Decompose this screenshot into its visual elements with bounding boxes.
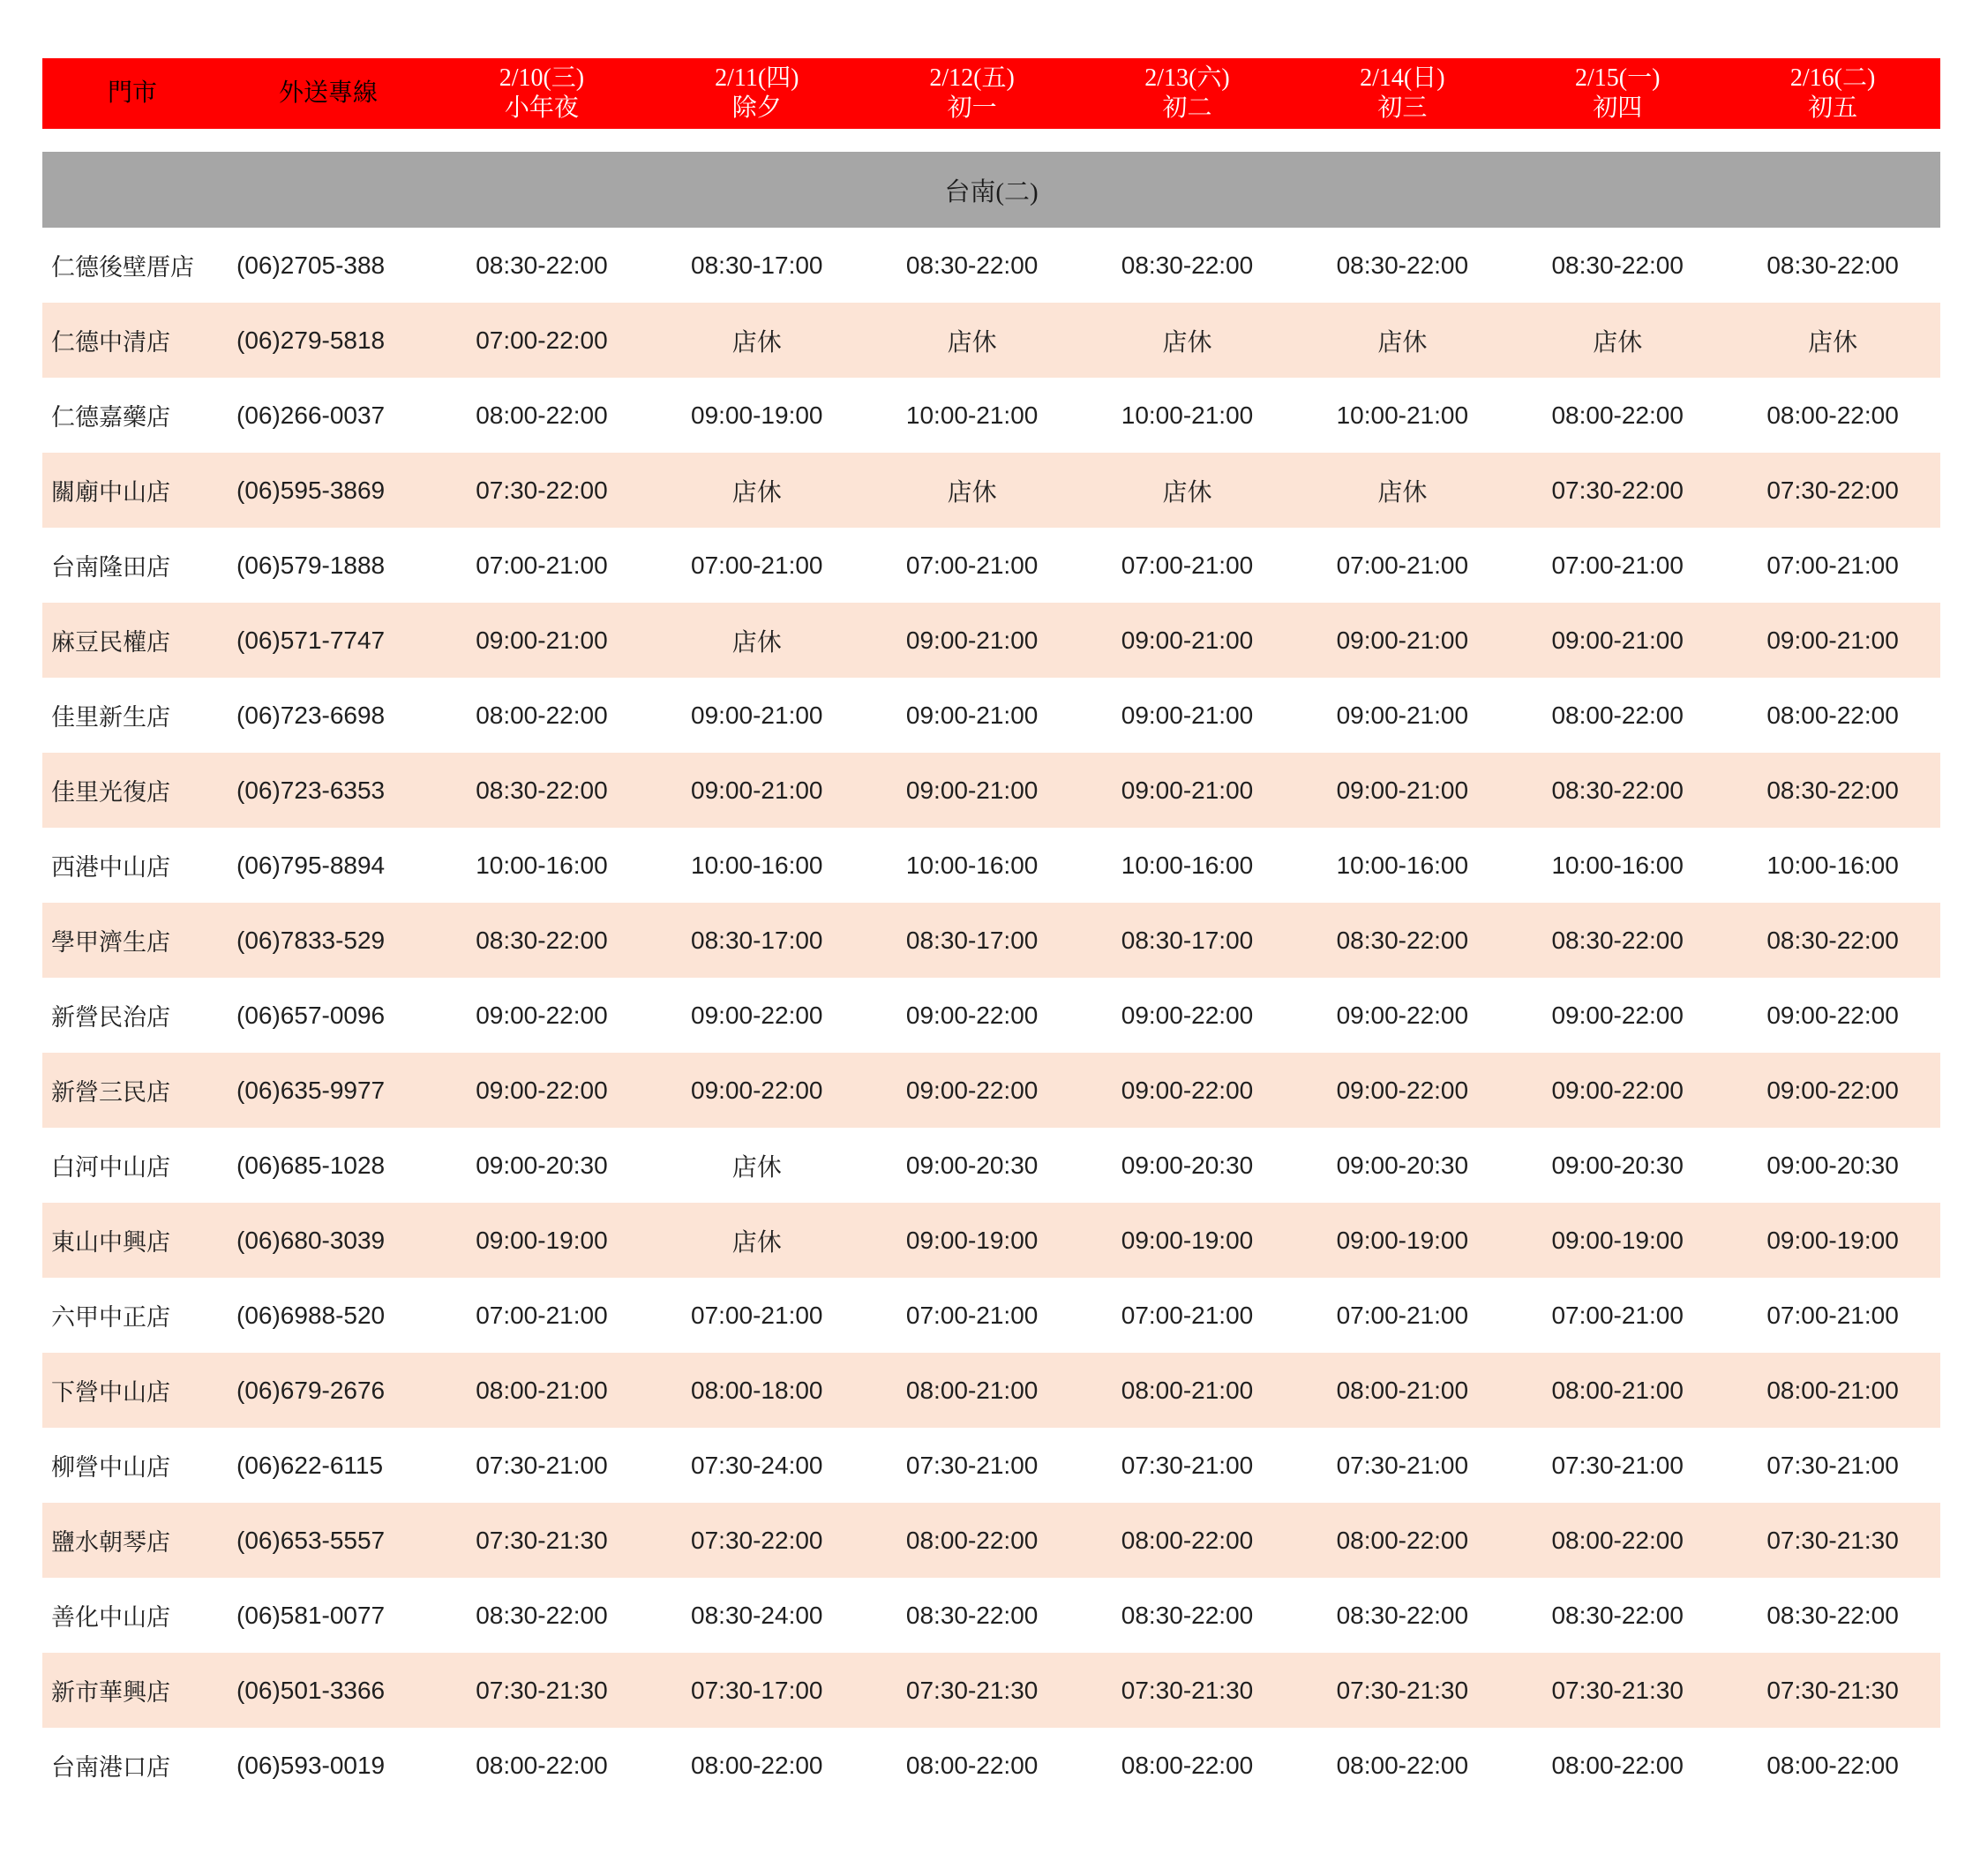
hours-cell-day-5: 08:30-22:00 [1551,251,1684,279]
hours-cell-day-6: 08:00-22:00 [1766,1751,1899,1779]
store-name-cell: 佳里新生店 [51,704,170,731]
hours-cell-day-5: 店休 [1593,327,1643,356]
hours-cell-day-1: 08:30-24:00 [691,1601,823,1629]
phone-cell: (06)622-6115 [236,1451,384,1479]
phone-cell: (06)723-6698 [236,701,386,729]
hours-cell-day-1: 07:00-21:00 [691,551,823,579]
hours-cell-day-4: 09:00-21:00 [1336,776,1469,804]
phone-cell: (06)7833-529 [236,926,386,954]
hours-cell-day-1: 09:00-22:00 [691,1076,823,1104]
store-name-cell: 六甲中正店 [51,1304,170,1331]
hours-cell-day-0: 07:30-21:00 [476,1451,608,1479]
hours-cell-day-5: 10:00-16:00 [1551,851,1684,879]
header-label: 外送專線 [278,79,378,107]
hours-cell-day-2: 07:00-21:00 [905,551,1039,579]
hours-cell-day-3: 08:00-22:00 [1121,1751,1254,1779]
table-row [42,378,1940,453]
header-label: 門市 [107,79,157,107]
phone-cell: (06)279-5818 [236,326,386,354]
hours-cell-day-1: 店休 [731,327,782,356]
header-sublabel: 初四 [1593,94,1643,122]
phone-cell: (06)593-0019 [236,1751,386,1779]
hours-cell-day-0: 09:00-19:00 [476,1226,608,1254]
hours-cell-day-4: 09:00-21:00 [1336,701,1469,729]
header-label: 2/13(六) [1144,64,1230,92]
store-name-cell: 關廟中山店 [51,479,170,506]
hours-cell-day-3: 07:00-21:00 [1121,551,1254,579]
hours-cell-day-6: 08:30-22:00 [1766,1601,1899,1629]
hours-cell-day-2: 07:30-21:30 [905,1676,1039,1704]
hours-cell-day-6: 08:00-22:00 [1766,701,1899,729]
hours-cell-day-1: 07:30-24:00 [691,1451,823,1479]
header-sublabel: 除夕 [731,94,782,122]
store-name-cell: 善化中山店 [51,1604,170,1631]
hours-cell-day-4: 08:30-22:00 [1336,1601,1469,1629]
hours-cell-day-0: 07:30-21:30 [476,1526,608,1554]
section-band [42,152,1940,228]
table-row [42,528,1940,603]
table-row [42,903,1940,978]
hours-cell-day-2: 09:00-21:00 [905,626,1039,654]
store-name-cell: 西港中山店 [51,854,170,881]
hours-cell-day-6: 07:30-21:30 [1766,1526,1899,1554]
hours-cell-day-3: 08:00-21:00 [1121,1376,1254,1404]
hours-cell-day-1: 09:00-22:00 [691,1001,823,1029]
hours-cell-day-4: 08:00-21:00 [1336,1376,1469,1404]
hours-cell-day-4: 店休 [1377,327,1428,356]
hours-cell-day-5: 08:00-21:00 [1551,1376,1684,1404]
hours-cell-day-4: 09:00-22:00 [1336,1076,1469,1104]
store-name-cell: 新市華興店 [51,1679,170,1706]
hours-cell-day-2: 店休 [947,327,997,356]
hours-cell-day-1: 10:00-16:00 [691,851,823,879]
table-row [42,1503,1940,1578]
phone-cell: (06)635-9977 [236,1076,386,1104]
hours-cell-day-1: 09:00-19:00 [691,401,823,429]
hours-cell-day-4: 07:00-21:00 [1336,1301,1469,1329]
store-name-cell: 佳里光復店 [51,779,170,806]
hours-cell-day-5: 07:00-21:00 [1551,1301,1684,1329]
phone-cell: (06)657-0096 [236,1001,386,1029]
hours-cell-day-3: 08:30-17:00 [1121,926,1254,954]
table-row [42,1128,1940,1203]
table-row [42,1203,1940,1278]
hours-cell-day-3: 07:00-21:00 [1121,1301,1254,1329]
hours-cell-day-5: 08:30-22:00 [1551,926,1684,954]
hours-cell-day-6: 09:00-20:30 [1766,1151,1899,1179]
hours-cell-day-4: 10:00-16:00 [1336,851,1469,879]
store-name-cell: 柳營中山店 [51,1454,170,1481]
hours-cell-day-2: 08:30-17:00 [905,926,1039,954]
section-label: 台南(二) [944,177,1039,206]
hours-cell-day-2: 09:00-19:00 [905,1226,1039,1254]
hours-cell-day-0: 10:00-16:00 [476,851,608,879]
header-sublabel: 初一 [947,94,997,122]
hours-cell-day-3: 店休 [1162,327,1212,356]
store-name-cell: 白河中山店 [51,1154,170,1181]
table-row [42,453,1940,528]
store-name-cell: 麻豆民權店 [51,629,170,656]
hours-cell-day-0: 07:00-22:00 [476,326,608,354]
hours-cell-day-6: 09:00-19:00 [1766,1226,1899,1254]
phone-cell: (06)6988-520 [236,1301,386,1329]
store-name-cell: 仁德中清店 [51,329,170,356]
hours-cell-day-5: 09:00-22:00 [1551,1076,1684,1104]
hours-cell-day-0: 08:30-22:00 [476,251,608,279]
hours-cell-day-5: 08:00-22:00 [1551,701,1684,729]
phone-cell: (06)501-3366 [236,1676,386,1704]
hours-cell-day-6: 07:30-22:00 [1766,476,1899,504]
hours-cell-day-4: 店休 [1377,477,1428,506]
phone-cell: (06)795-8894 [236,851,386,879]
table-row [42,753,1940,828]
hours-cell-day-1: 09:00-21:00 [691,701,823,729]
hours-cell-day-3: 09:00-21:00 [1121,701,1254,729]
hours-cell-day-1: 09:00-21:00 [691,776,823,804]
hours-cell-day-3: 09:00-22:00 [1121,1076,1254,1104]
hours-cell-day-4: 08:00-22:00 [1336,1751,1469,1779]
hours-cell-day-6: 08:00-21:00 [1766,1376,1899,1404]
hours-cell-day-2: 10:00-16:00 [905,851,1039,879]
phone-cell: (06)266-0037 [236,401,386,429]
hours-cell-day-4: 07:30-21:00 [1336,1451,1469,1479]
header-label: 2/14(日) [1360,64,1445,92]
hours-cell-day-6: 08:00-22:00 [1766,401,1899,429]
phone-cell: (06)679-2676 [236,1376,386,1404]
header-label: 2/12(五) [929,64,1015,92]
hours-cell-day-6: 09:00-22:00 [1766,1076,1899,1104]
hours-cell-day-0: 08:00-22:00 [476,1751,608,1779]
table-row [42,678,1940,753]
table-row [42,1053,1940,1128]
hours-cell-day-6: 07:00-21:00 [1766,1301,1899,1329]
table-row [42,1653,1940,1728]
table-row [42,1428,1940,1503]
hours-cell-day-3: 07:30-21:00 [1121,1451,1254,1479]
table-row [42,978,1940,1053]
phone-cell: (06)2705-388 [236,251,386,279]
hours-cell-day-5: 08:00-22:00 [1551,1751,1684,1779]
hours-cell-day-2: 店休 [947,477,997,506]
hours-cell-day-5: 07:30-21:30 [1551,1676,1684,1704]
hours-cell-day-2: 08:00-22:00 [905,1526,1039,1554]
table-body [42,228,1940,1803]
hours-cell-day-6: 09:00-22:00 [1766,1001,1899,1029]
store-name-cell: 新營三民店 [51,1079,170,1106]
header-label: 2/10(三) [499,64,585,92]
store-name-cell: 下營中山店 [51,1379,170,1406]
hours-cell-day-4: 09:00-19:00 [1336,1226,1469,1254]
hours-cell-day-1: 店休 [731,1152,782,1181]
hours-cell-day-2: 09:00-21:00 [905,776,1039,804]
hours-cell-day-2: 08:30-22:00 [905,251,1039,279]
hours-cell-day-3: 08:00-22:00 [1121,1526,1254,1554]
hours-cell-day-1: 07:00-21:00 [691,1301,823,1329]
header-cell-date-4 [1294,58,1510,129]
header-cell-date-3 [1080,58,1295,129]
hours-cell-day-0: 09:00-21:00 [476,626,608,654]
header-sublabel: 初五 [1808,94,1858,122]
store-name-cell: 仁德嘉藥店 [51,404,170,431]
hours-cell-day-3: 店休 [1162,477,1212,506]
header-cell-date-0 [434,58,649,129]
hours-cell-day-1: 店休 [731,477,782,506]
hours-cell-day-3: 08:30-22:00 [1121,1601,1254,1629]
hours-cell-day-3: 09:00-19:00 [1121,1226,1254,1254]
hours-cell-day-1: 07:30-17:00 [691,1676,823,1704]
phone-cell: (06)685-1028 [236,1151,386,1179]
header-gap [42,129,1940,152]
header-sublabel: 初三 [1377,94,1428,122]
store-name-cell: 學甲濟生店 [51,929,170,956]
hours-cell-day-5: 08:30-22:00 [1551,1601,1684,1629]
hours-cell-day-0: 09:00-22:00 [476,1076,608,1104]
hours-cell-day-5: 08:00-22:00 [1551,1526,1684,1554]
hours-cell-day-4: 07:00-21:00 [1336,551,1469,579]
hours-cell-day-1: 08:30-17:00 [691,926,823,954]
table-row [42,1578,1940,1653]
hours-cell-day-2: 07:00-21:00 [905,1301,1039,1329]
phone-cell: (06)653-5557 [236,1526,386,1554]
schedule-table [42,58,1940,1803]
hours-cell-day-0: 07:30-22:00 [476,476,608,504]
hours-cell-day-0: 08:30-22:00 [476,926,608,954]
hours-cell-day-4: 08:00-22:00 [1336,1526,1469,1554]
header-cell-date-1 [649,58,865,129]
table-row [42,1278,1940,1353]
table-row [42,828,1940,903]
hours-cell-day-3: 09:00-22:00 [1121,1001,1254,1029]
hours-cell-day-4: 08:30-22:00 [1336,926,1469,954]
table-row [42,303,1940,378]
store-name-cell: 台南港口店 [51,1754,170,1781]
hours-cell-day-2: 09:00-21:00 [905,701,1039,729]
store-name-cell: 台南隆田店 [51,554,170,581]
hours-cell-day-0: 07:00-21:00 [476,551,608,579]
hours-cell-day-6: 07:30-21:00 [1766,1451,1899,1479]
hours-cell-day-6: 10:00-16:00 [1766,851,1899,879]
hours-cell-day-1: 08:30-17:00 [691,251,823,279]
header-row [42,58,1940,129]
hours-cell-day-5: 07:00-21:00 [1551,551,1684,579]
store-name-cell: 鹽水朝琴店 [51,1529,170,1556]
hours-cell-day-2: 09:00-22:00 [905,1001,1039,1029]
hours-cell-day-1: 08:00-18:00 [691,1376,823,1404]
hours-cell-day-0: 07:00-21:00 [476,1301,608,1329]
hours-cell-day-3: 10:00-21:00 [1121,401,1254,429]
hours-cell-day-1: 店休 [731,627,782,656]
store-name-cell: 新營民治店 [51,1004,170,1031]
header-label: 2/11(四) [715,64,799,92]
hours-cell-day-4: 10:00-21:00 [1336,401,1469,429]
hours-cell-day-2: 08:00-22:00 [905,1751,1039,1779]
store-name-cell: 仁德後壁厝店 [51,254,194,281]
hours-cell-day-5: 09:00-22:00 [1551,1001,1684,1029]
phone-cell: (06)680-3039 [236,1226,386,1254]
hours-cell-day-1: 07:30-22:00 [691,1526,823,1554]
hours-cell-day-0: 09:00-20:30 [476,1151,608,1179]
hours-cell-day-5: 09:00-20:30 [1551,1151,1684,1179]
header-sublabel: 初二 [1162,94,1212,122]
hours-cell-day-0: 09:00-22:00 [476,1001,608,1029]
hours-cell-day-4: 08:30-22:00 [1336,251,1469,279]
hours-cell-day-2: 09:00-22:00 [905,1076,1039,1104]
hours-cell-day-0: 08:00-21:00 [476,1376,608,1404]
hours-cell-day-3: 09:00-21:00 [1121,626,1254,654]
hours-cell-day-2: 07:30-21:00 [905,1451,1039,1479]
hours-cell-day-6: 07:00-21:00 [1766,551,1899,579]
hours-cell-day-5: 09:00-19:00 [1551,1226,1684,1254]
hours-cell-day-0: 08:30-22:00 [476,1601,608,1629]
hours-cell-day-6: 08:30-22:00 [1766,776,1899,804]
hours-cell-day-0: 08:00-22:00 [476,701,608,729]
hours-cell-day-0: 08:00-22:00 [476,401,608,429]
table-row [42,1353,1940,1428]
header-label: 2/15(一) [1574,64,1661,92]
hours-cell-day-5: 08:00-22:00 [1551,401,1684,429]
hours-cell-day-3: 09:00-20:30 [1121,1151,1254,1179]
hours-cell-day-2: 09:00-20:30 [905,1151,1039,1179]
hours-cell-day-6: 09:00-21:00 [1766,626,1899,654]
phone-cell: (06)723-6353 [236,776,386,804]
hours-cell-day-3: 07:30-21:30 [1121,1676,1254,1704]
hours-cell-day-2: 10:00-21:00 [905,401,1039,429]
hours-cell-day-0: 08:30-22:00 [476,776,608,804]
hours-cell-day-4: 07:30-21:30 [1336,1676,1469,1704]
hours-cell-day-1: 店休 [731,1227,782,1256]
header-cell-phone [222,58,434,129]
hours-cell-day-5: 07:30-22:00 [1551,476,1684,504]
hours-cell-day-6: 08:30-22:00 [1766,251,1899,279]
hours-cell-day-6: 店休 [1808,327,1858,356]
hours-cell-day-4: 09:00-20:30 [1336,1151,1469,1179]
hours-cell-day-6: 07:30-21:30 [1766,1676,1899,1704]
store-name-cell: 東山中興店 [51,1229,170,1256]
hours-cell-day-2: 08:30-22:00 [905,1601,1039,1629]
hours-cell-day-4: 09:00-22:00 [1336,1001,1469,1029]
phone-cell: (06)581-0077 [236,1601,386,1629]
phone-cell: (06)571-7747 [236,626,386,654]
table-row [42,603,1940,678]
table-row [42,1728,1940,1803]
header-cell-date-2 [865,58,1080,129]
hours-cell-day-5: 09:00-21:00 [1551,626,1684,654]
hours-cell-day-3: 10:00-16:00 [1121,851,1254,879]
hours-cell-day-4: 09:00-21:00 [1336,626,1469,654]
table-row [42,228,1940,303]
phone-cell: (06)595-3869 [236,476,386,504]
header-cell-date-5 [1510,58,1725,129]
header-cell-date-6 [1725,58,1940,129]
phone-cell: (06)579-1888 [236,551,386,579]
header-label: 2/16(二) [1789,64,1876,92]
hours-cell-day-6: 08:30-22:00 [1766,926,1899,954]
hours-cell-day-3: 08:30-22:00 [1121,251,1254,279]
header-cell-store [42,58,222,129]
hours-cell-day-1: 08:00-22:00 [691,1751,823,1779]
header-sublabel: 小年夜 [504,94,579,122]
hours-cell-day-5: 07:30-21:00 [1551,1451,1684,1479]
hours-cell-day-2: 08:00-21:00 [905,1376,1039,1404]
hours-cell-day-3: 09:00-21:00 [1121,776,1254,804]
hours-cell-day-0: 07:30-21:30 [476,1676,608,1704]
hours-cell-day-5: 08:30-22:00 [1551,776,1684,804]
